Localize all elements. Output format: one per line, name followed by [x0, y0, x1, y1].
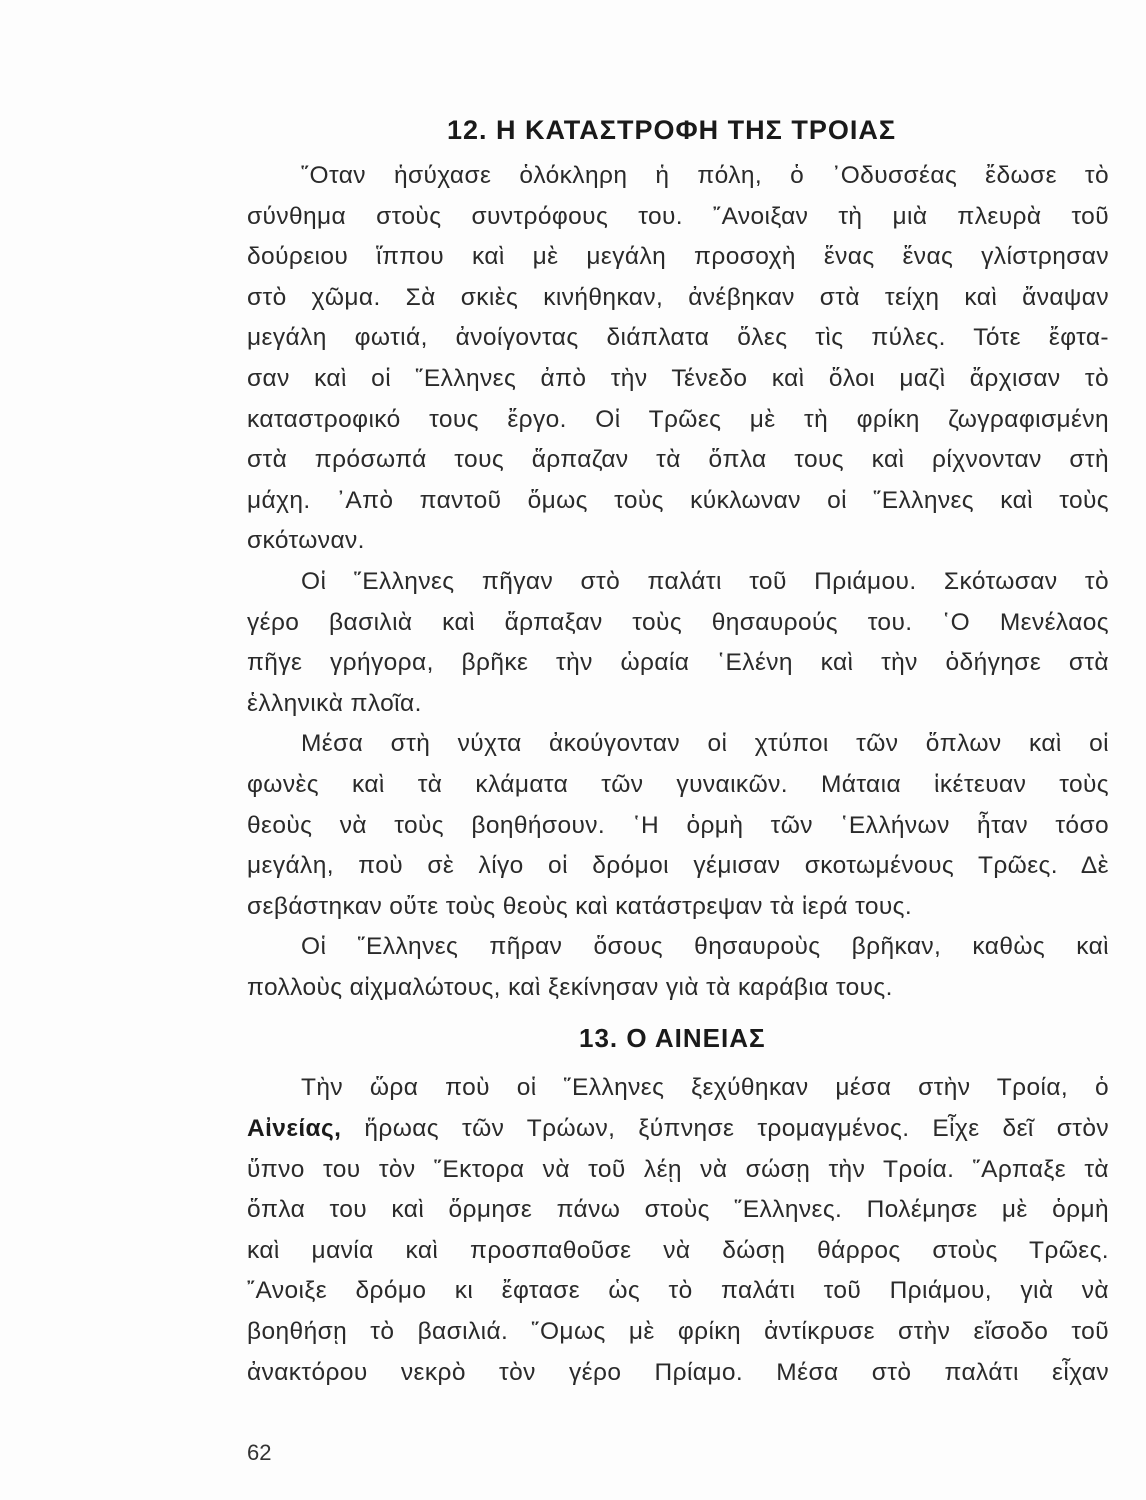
chapter-12-paragraph-3 [247, 724, 1109, 927]
page-number: 62 [247, 1440, 272, 1465]
chapter-12-paragraph-2 [247, 562, 1109, 724]
text-line: πῆγε γρήγορα, βρῆκε τὴν ὡραία ῾Ελένη καὶ τὴν ὁδήγησε στὰ [247, 649, 1109, 677]
text-line: Οἱ ῞Ελληνες πῆραν ὅσους θησαυροὺς βρῆκαν, καθὼς καὶ [301, 933, 1109, 961]
text-line: Οἱ ῞Ελληνες πῆγαν στὸ παλάτι τοῦ Πριάμου. Σκότωσαν τὸ [301, 567, 1109, 595]
page-content [247, 110, 1109, 1393]
text-line [247, 1109, 1109, 1150]
text-line: θεοὺς νὰ τοὺς βοηθήσουν. ῾Η ὁρμὴ τῶν ῾Ελλήνων ἦταν τόσο [247, 811, 1109, 839]
text-line: καταστροφικό τους ἔργο. Οἱ Τρῶες μὲ τὴ φρίκη ζωγραφισμένη [247, 405, 1109, 433]
text-line: ἑλληνικὰ πλοῖα. [247, 689, 422, 717]
chapter-13-paragraph-1 [247, 1068, 1109, 1393]
text-line: ῞Οταν ἡσύχασε ὁλόκληρη ἡ πόλη, ὁ ᾿Οδυσσέας ἔδωσε τὸ [301, 162, 1109, 189]
text-line: μάχη. ᾿Απὸ παντοῦ ὅμως τοὺς κύκλωναν οἱ ῞Ελληνες καὶ τοὺς [247, 486, 1109, 514]
chapter-13-title: 13. Ο ΑΙΝΕΙΑΣ [579, 1023, 766, 1054]
text-fragment: ἥρωας τῶν Τρώων, ξύπνησε τρομαγμένος. Εἶχε δεῖ στὸν [341, 1115, 1109, 1143]
text-line: ὕπνο του τὸν ῞Εκτορα νὰ τοῦ λέῃ νὰ σώσῃ τὴν Τροία. ῞Αρπαξε τὰ [247, 1155, 1109, 1183]
text-line: βοηθήσῃ τὸ βασιλιά. ῞Ομως μὲ φρίκη ἀντίκρυσε στὴν εἴσοδο τοῦ [247, 1318, 1109, 1346]
hero-name: Αἰνείας, [247, 1115, 342, 1143]
text-line: φωνὲς καὶ τὰ κλάματα τῶν γυναικῶν. Μάταια ἱκέτευαν τοὺς [247, 770, 1109, 798]
text-line: Μέσα στὴ νύχτα ἀκούγονταν οἱ χτύποι τῶν ὅπλων καὶ οἱ [301, 730, 1109, 758]
text-line: ὅπλα του καὶ ὅρμησε πάνω στοὺς ῞Ελληνες. Πολέμησε μὲ ὁρμὴ [247, 1196, 1109, 1224]
text-line: πολλοὺς αἰχμαλώτους, καὶ ξεκίνησαν γιὰ τὰ καράβια τους. [247, 973, 893, 1001]
text-line: ἀνακτόρου νεκρὸ τὸν γέρο Πρίαμο. Μέσα στὸ παλάτι εἶχαν [247, 1358, 1109, 1386]
text-line: στὰ πρόσωπά τους ἅρπαζαν τὰ ὅπλα τους καὶ ρίχνονταν στὴ [247, 446, 1109, 474]
text-line: γέρο βασιλιὰ καὶ ἅρπαξαν τοὺς θησαυρούς του. ῾Ο Μενέλαος [247, 608, 1109, 636]
chapter-12-title: 12. Η ΚΑΤΑΣΤΡΟΦΗ ΤΗΣ ΤΡΟΙΑΣ [447, 115, 897, 145]
text-line: μεγάλη φωτιά, ἀνοίγοντας διάπλατα ὅλες τὶς πύλες. Τότε ἔφτα- [247, 324, 1109, 352]
text-line: καὶ μανία καὶ προσπαθοῦσε νὰ δώσῃ θάρρος στοὺς Τρῶες. [247, 1236, 1109, 1264]
chapter-12-paragraph-4 [247, 927, 1109, 1008]
text-line: Τὴν ὥρα ποὺ οἱ ῞Ελληνες ξεχύθηκαν μέσα στὴν Τροία, ὁ [301, 1074, 1109, 1102]
text-line: σεβάστηκαν οὔτε τοὺς θεοὺς καὶ κατάστρεψαν τὰ ἱερά τους. [247, 892, 913, 920]
text-line: σύνθημα στοὺς συντρόφους του. ῎Ανοιξαν τὴ μιὰ πλευρὰ τοῦ [247, 202, 1109, 230]
text-line: ῎Ανοιξε δρόμο κι ἔφτασε ὡς τὸ παλάτι τοῦ Πριάμου, γιὰ νὰ [247, 1277, 1109, 1305]
chapter-12-paragraph-1 [247, 156, 1109, 562]
text-line: σκότωναν. [247, 527, 365, 555]
text-line: μεγάλη, ποὺ σὲ λίγο οἱ δρόμοι γέμισαν σκοτωμένους Τρῶες. Δὲ [247, 852, 1109, 880]
text-line: δούρειου ἵππου καὶ μὲ μεγάλη προσοχὴ ἕνας ἕνας γλίστρησαν [247, 243, 1109, 271]
text-line: σαν καὶ οἱ ῞Ελληνες ἀπὸ τὴν Τένεδο καὶ ὅλοι μαζὶ ἄρχισαν τὸ [247, 364, 1109, 392]
text-line: στὸ χῶμα. Σὰ σκιὲς κινήθηκαν, ἀνέβηκαν στὰ τείχη καὶ ἄναψαν [247, 283, 1109, 311]
